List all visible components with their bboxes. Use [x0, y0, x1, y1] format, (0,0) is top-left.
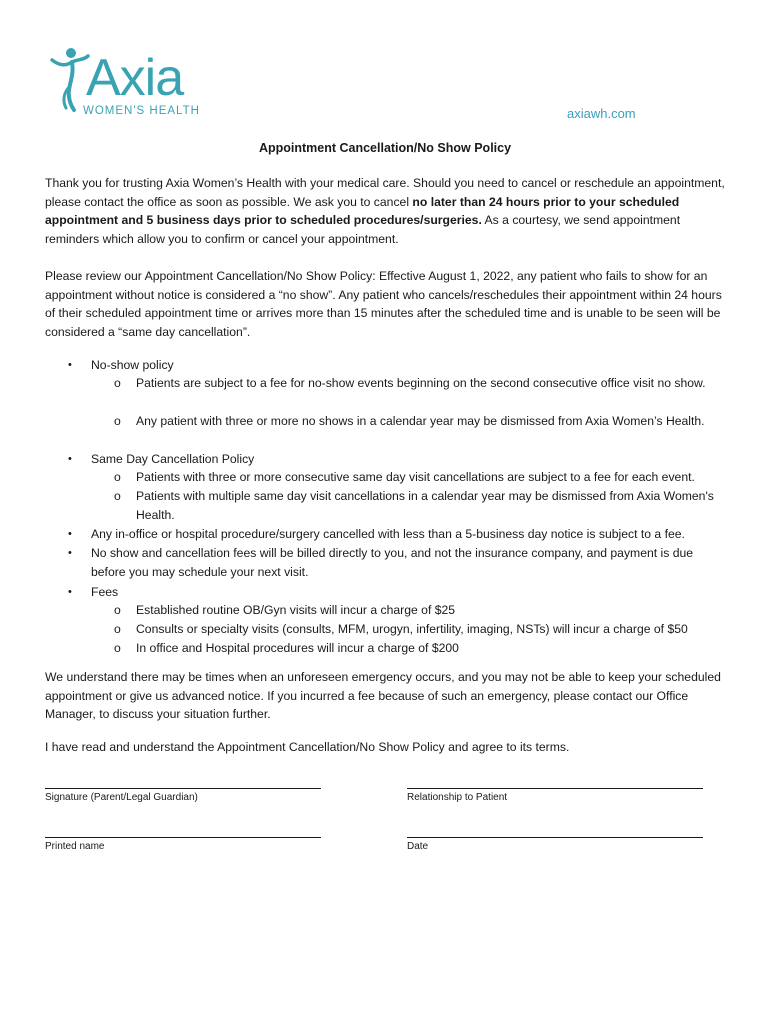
review-paragraph: Please review our Appointment Cancellation/No Show Policy: Effective August 1, 2022, any patient who fails to show for an appointment without notice is considered a “no show”. Any patient who cancels/reschedules their appointment within 24 hours of their scheduled appointment time or arrives more than 15 minutes after the scheduled time and is unable to be seen will be considered a “same day cancellation”.	[45, 269, 722, 339]
sub-bullet-symbol: o	[114, 641, 121, 655]
axia-logo	[50, 46, 200, 118]
acknowledgement-text: I have read and understand the Appointment Cancellation/No Show Policy and agree to its terms.	[45, 740, 570, 754]
bullet-symbol: •	[68, 359, 72, 371]
sub-bullet-symbol: o	[114, 414, 121, 428]
policy-same-day: Same Day Cancellation Policy	[91, 452, 255, 466]
emergency-paragraph: We understand there may be times when an unforeseen emergency occurs, and you may not be able to keep your scheduled appointment or give us advanced notice. If you incurred a fee because of such an emergency, please contact our Office Manager, to discuss your situation further.	[45, 670, 721, 721]
policy-same-day-dismissal: Patients with multiple same day visit cancellations in a calendar year may be dismissed from Axia Women's Health.	[136, 489, 714, 522]
signature-label: Signature (Parent/Legal Guardian)	[45, 792, 198, 803]
intro-text: Thank you for trusting Axia Women’s Health with your medical care. Should you need to cancel or reschedule an appointment, please contact the office as soon as possible. We ask you to cancel	[45, 176, 725, 209]
printed-name-line[interactable]	[45, 837, 321, 838]
bullet-symbol: •	[68, 586, 72, 598]
policy-same-day-fee: Patients with three or more consecutive same day visit cancellations are subject to a fee for each event.	[136, 470, 695, 484]
sub-bullet-symbol: o	[114, 489, 121, 503]
policy-no-show: No-show policy	[91, 358, 174, 372]
fee-routine: Established routine OB/Gyn visits will incur a charge of $25	[136, 603, 456, 617]
website-link[interactable]: axiawh.com	[567, 106, 636, 121]
intro-paragraph	[45, 174, 725, 248]
signature-line[interactable]	[45, 788, 321, 789]
figure-icon	[50, 46, 90, 112]
sub-bullet-symbol: o	[114, 376, 121, 390]
fee-specialty: Consults or specialty visits (consults, MFM, urogyn, infertility, imaging, NSTs) will incur a charge of $50	[136, 622, 688, 636]
page-title: Appointment Cancellation/No Show Policy	[258, 141, 512, 155]
policy-no-show-fee: Patients are subject to a fee for no-show events beginning on the second consecutive office visit no show.	[136, 376, 706, 390]
bullet-symbol: •	[68, 528, 72, 540]
sub-bullet-symbol: o	[114, 622, 121, 636]
relationship-label: Relationship to Patient	[407, 792, 508, 803]
intro-text-end: As a courtesy, we send appointment reminders which allow you to confirm or cancel your appointment.	[45, 213, 681, 246]
relationship-line[interactable]	[407, 788, 703, 789]
bullet-symbol: •	[68, 453, 72, 465]
policy-billing: No show and cancellation fees will be billed directly to you, and not the insurance company, and payment is due before you may schedule your next visit.	[91, 546, 694, 579]
date-label: Date	[407, 841, 429, 852]
policy-fees: Fees	[91, 585, 119, 599]
intro-bold-text: no later than 24 hours prior to your scheduled appointment and 5 business days prior to scheduled procedures/surgeries.	[45, 194, 680, 227]
date-line[interactable]	[407, 837, 703, 838]
sub-bullet-symbol: o	[114, 603, 121, 617]
sub-bullet-symbol: o	[114, 470, 121, 484]
logo-brand: Axia	[86, 49, 184, 107]
logo-subtitle: WOMEN'S HEALTH	[83, 105, 200, 117]
policy-procedure-cancel: Any in-office or hospital procedure/surgery cancelled with less than a 5-business day notice is subject to a fee.	[91, 527, 685, 541]
bullet-symbol: •	[68, 547, 72, 559]
policy-no-show-dismissal: Any patient with three or more no shows in a calendar year may be dismissed from Axia Women’s Health.	[136, 414, 705, 428]
printed-name-label: Printed name	[45, 841, 105, 852]
fee-procedures: In office and Hospital procedures will incur a charge of $200	[136, 641, 459, 655]
